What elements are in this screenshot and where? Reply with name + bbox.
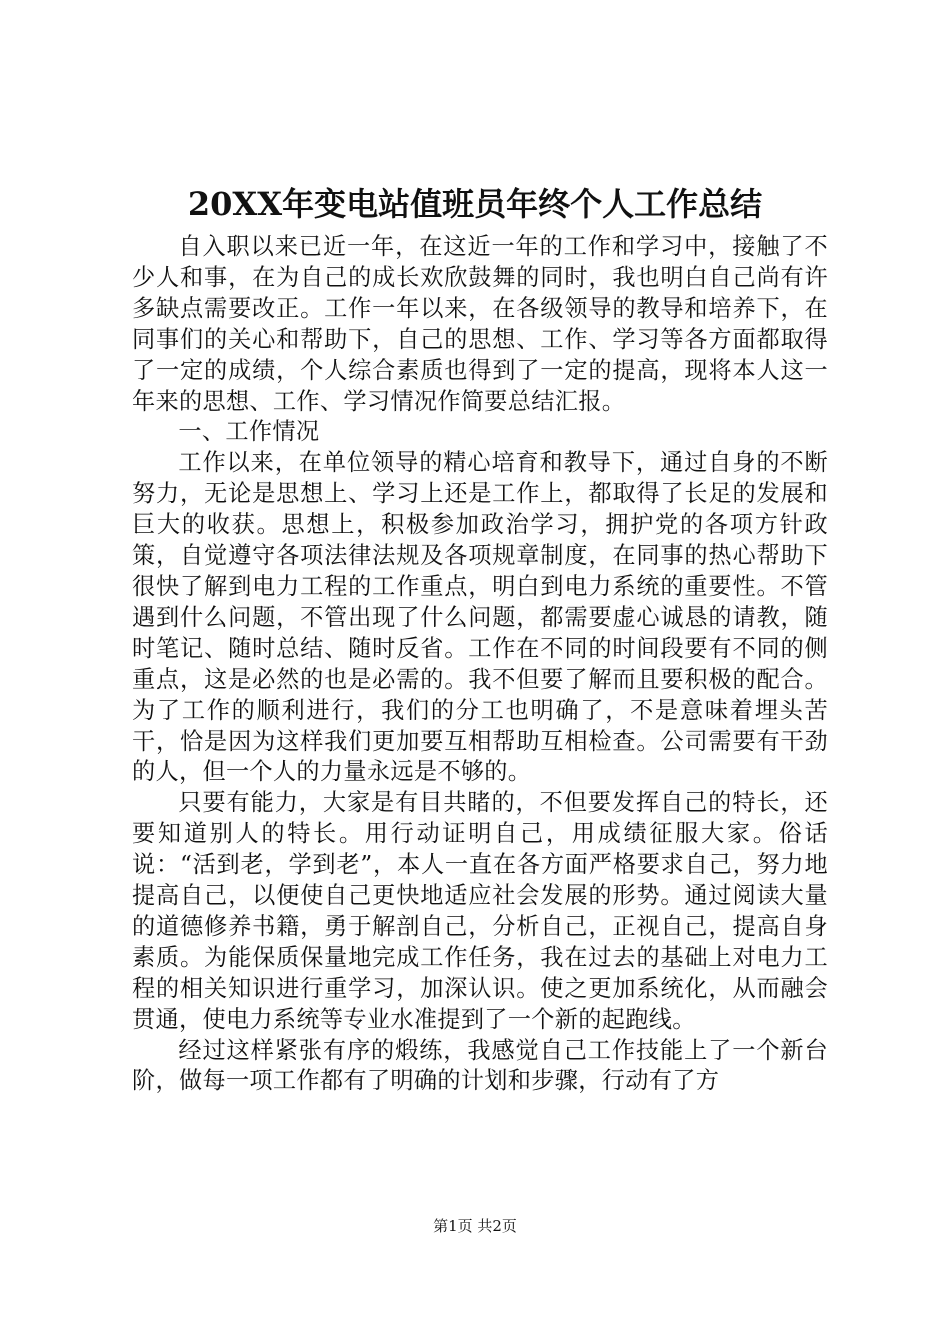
document-title: 20XX年变电站值班员年终个人工作总结: [187, 185, 763, 223]
paragraph-training: 经过这样紧张有序的煅练，我感觉自己工作技能上了一个新台阶，做每一项工作都有了明确的计划和步骤，行动有了方: [132, 1036, 828, 1095]
section-heading-work: 一、工作情况: [178, 418, 320, 446]
paragraph-ability: 只要有能力，大家是有目共睹的，不但要发挥自己的特长，还要知道别人的特长。用行动证明自己，用成绩征服大家。俗话说：“活到老，学到老”，本人一直在各方面严格要求自己，努力地提高自己，以便使自己更快地适应社会发展的形势。通过阅读大量的道德修养书籍，勇于解剖自己，分析自己，正视自己，提高自身素质。为能保质保量地完成工作任务，我在过去的基础上对电力工程的相关知识进行重学习，加深认识。使之更加系统化，从而融会贯通，使电力系统等专业水准提到了一个新的起跑线。: [132, 789, 828, 1033]
paragraph-intro: 自入职以来已近一年，在这近一年的工作和学习中，接触了不少人和事，在为自己的成长欢欣鼓舞的同时，我也明白自己尚有许多缺点需要改正。工作一年以来，在各级领导的教导和培养下，在同事们的关心和帮助下，自己的思想、工作、学习等各方面都取得了一定的成绩，个人综合素质也得到了一定的提高，现将本人这一年来的思想、工作、学习情况作简要总结汇报。: [132, 233, 828, 415]
page-number-footer: 第1页 共2页: [433, 1217, 517, 1235]
paragraph-work: 工作以来，在单位领导的精心培育和教导下，通过自身的不断努力，无论是思想上、学习上还是工作上，都取得了长足的发展和巨大的收获。思想上，积极参加政治学习，拥护党的各项方针政策，自觉遵守各项法律法规及各项规章制度，在同事的热心帮助下很快了解到电力工程的工作重点，明白到电力系统的重要性。不管遇到什么问题，不管出现了什么问题，都需要虚心诚恳的请教，随时笔记、随时总结、随时反省。工作在不同的时间段要有不同的侧重点，这是必然的也是必需的。我不但要了解而且要积极的配合。为了工作的顺利进行，我们的分工也明确了，不是意味着埋头苦干，恰是因为这样我们更加要互相帮助互相检查。公司需要有干劲的人，但一个人的力量永远是不够的。: [132, 449, 828, 786]
document-body: [132, 232, 828, 1097]
